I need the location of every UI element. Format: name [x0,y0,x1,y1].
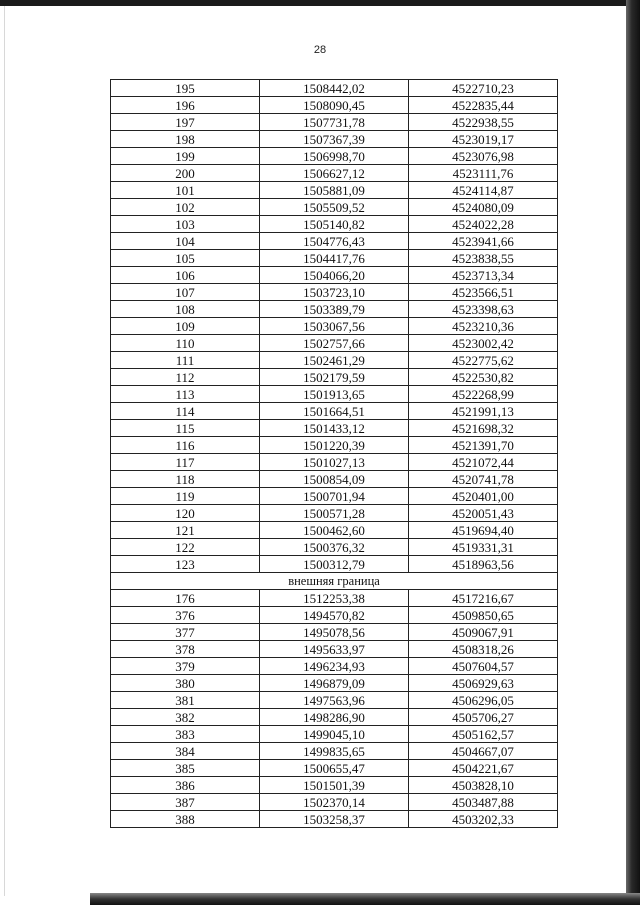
table-row [111,165,558,182]
y-coordinate-cell: 4503487,88 [409,794,558,811]
table-row [111,131,558,148]
y-coordinate-cell: 4506296,05 [409,692,558,709]
point-number-cell: 378 [111,641,260,658]
point-number-cell: 121 [111,522,260,539]
x-coordinate-cell: 1501913,65 [260,386,409,403]
table-row [111,97,558,114]
x-coordinate-cell: 1503389,79 [260,301,409,318]
table-row [111,794,558,811]
point-number-cell: 176 [111,590,260,607]
x-coordinate-cell: 1507731,78 [260,114,409,131]
point-number-cell: 118 [111,471,260,488]
table-row [111,454,558,471]
point-number-cell: 123 [111,556,260,573]
y-coordinate-cell: 4523713,34 [409,267,558,284]
table-row [111,250,558,267]
y-coordinate-cell: 4504667,07 [409,743,558,760]
y-coordinate-cell: 4524022,28 [409,216,558,233]
y-coordinate-cell: 4523076,98 [409,148,558,165]
x-coordinate-cell: 1498286,90 [260,709,409,726]
scan-edge-bottom [90,893,640,905]
x-coordinate-cell: 1501433,12 [260,420,409,437]
y-coordinate-cell: 4520051,43 [409,505,558,522]
point-number-cell: 376 [111,607,260,624]
x-coordinate-cell: 1505140,82 [260,216,409,233]
x-coordinate-cell: 1496234,93 [260,658,409,675]
table-row [111,114,558,131]
table-row [111,505,558,522]
point-number-cell: 112 [111,369,260,386]
x-coordinate-cell: 1501664,51 [260,403,409,420]
table-row [111,199,558,216]
y-coordinate-cell: 4523210,36 [409,318,558,335]
point-number-cell: 106 [111,267,260,284]
table-row [111,471,558,488]
x-coordinate-cell: 1508442,02 [260,80,409,97]
x-coordinate-cell: 1496879,09 [260,675,409,692]
y-coordinate-cell: 4523941,66 [409,233,558,250]
point-number-cell: 122 [111,539,260,556]
y-coordinate-cell: 4524080,09 [409,199,558,216]
y-coordinate-cell: 4509067,91 [409,624,558,641]
section-label: внешняя граница [111,573,558,590]
table-row [111,386,558,403]
y-coordinate-cell: 4522530,82 [409,369,558,386]
table-row [111,556,558,573]
y-coordinate-cell: 4523838,55 [409,250,558,267]
x-coordinate-cell: 1500376,32 [260,539,409,556]
point-number-cell: 115 [111,420,260,437]
point-number-cell: 200 [111,165,260,182]
y-coordinate-cell: 4517216,67 [409,590,558,607]
table-row [111,777,558,794]
x-coordinate-cell: 1504417,76 [260,250,409,267]
table-row [111,675,558,692]
point-number-cell: 385 [111,760,260,777]
x-coordinate-cell: 1499835,65 [260,743,409,760]
y-coordinate-cell: 4508318,26 [409,641,558,658]
x-coordinate-cell: 1502757,66 [260,335,409,352]
x-coordinate-cell: 1495078,56 [260,624,409,641]
y-coordinate-cell: 4522938,55 [409,114,558,131]
y-coordinate-cell: 4503202,33 [409,811,558,828]
point-number-cell: 103 [111,216,260,233]
table-row [111,692,558,709]
y-coordinate-cell: 4523566,51 [409,284,558,301]
coordinates-table [110,79,558,828]
table-row [111,488,558,505]
table-row [111,607,558,624]
point-number-cell: 113 [111,386,260,403]
x-coordinate-cell: 1501501,39 [260,777,409,794]
point-number-cell: 381 [111,692,260,709]
point-number-cell: 101 [111,182,260,199]
point-number-cell: 377 [111,624,260,641]
x-coordinate-cell: 1506627,12 [260,165,409,182]
scan-edge-top [0,0,640,6]
point-number-cell: 195 [111,80,260,97]
y-coordinate-cell: 4522835,44 [409,97,558,114]
table-row [111,437,558,454]
y-coordinate-cell: 4518963,56 [409,556,558,573]
table-row [111,267,558,284]
table-row [111,233,558,250]
point-number-cell: 116 [111,437,260,454]
x-coordinate-cell: 1512253,38 [260,590,409,607]
x-coordinate-cell: 1508090,45 [260,97,409,114]
y-coordinate-cell: 4505162,57 [409,726,558,743]
y-coordinate-cell: 4520741,78 [409,471,558,488]
table-row [111,352,558,369]
point-number-cell: 110 [111,335,260,352]
table-row [111,80,558,97]
point-number-cell: 111 [111,352,260,369]
point-number-cell: 119 [111,488,260,505]
y-coordinate-cell: 4524114,87 [409,182,558,199]
y-coordinate-cell: 4523111,76 [409,165,558,182]
point-number-cell: 109 [111,318,260,335]
x-coordinate-cell: 1501027,13 [260,454,409,471]
table-row [111,284,558,301]
x-coordinate-cell: 1506998,70 [260,148,409,165]
table-row [111,658,558,675]
x-coordinate-cell: 1507367,39 [260,131,409,148]
x-coordinate-cell: 1505881,09 [260,182,409,199]
y-coordinate-cell: 4509850,65 [409,607,558,624]
table-row [111,743,558,760]
point-number-cell: 117 [111,454,260,471]
point-number-cell: 104 [111,233,260,250]
table-row [111,216,558,233]
y-coordinate-cell: 4523019,17 [409,131,558,148]
table-row [111,148,558,165]
y-coordinate-cell: 4519694,40 [409,522,558,539]
point-number-cell: 105 [111,250,260,267]
y-coordinate-cell: 4521991,13 [409,403,558,420]
table-row [111,318,558,335]
point-number-cell: 382 [111,709,260,726]
point-number-cell: 196 [111,97,260,114]
x-coordinate-cell: 1501220,39 [260,437,409,454]
x-coordinate-cell: 1502461,29 [260,352,409,369]
point-number-cell: 388 [111,811,260,828]
y-coordinate-cell: 4521391,70 [409,437,558,454]
point-number-cell: 380 [111,675,260,692]
table-row [111,420,558,437]
x-coordinate-cell: 1497563,96 [260,692,409,709]
point-number-cell: 108 [111,301,260,318]
point-number-cell: 197 [111,114,260,131]
x-coordinate-cell: 1502370,14 [260,794,409,811]
y-coordinate-cell: 4505706,27 [409,709,558,726]
point-number-cell: 198 [111,131,260,148]
x-coordinate-cell: 1504776,43 [260,233,409,250]
y-coordinate-cell: 4521698,32 [409,420,558,437]
x-coordinate-cell: 1495633,97 [260,641,409,658]
y-coordinate-cell: 4523398,63 [409,301,558,318]
point-number-cell: 114 [111,403,260,420]
point-number-cell: 102 [111,199,260,216]
point-number-cell: 386 [111,777,260,794]
x-coordinate-cell: 1502179,59 [260,369,409,386]
y-coordinate-cell: 4522775,62 [409,352,558,369]
point-number-cell: 383 [111,726,260,743]
table-row [111,641,558,658]
x-coordinate-cell: 1500854,09 [260,471,409,488]
point-number-cell: 384 [111,743,260,760]
x-coordinate-cell: 1504066,20 [260,267,409,284]
point-number-cell: 387 [111,794,260,811]
y-coordinate-cell: 4520401,00 [409,488,558,505]
table-row [111,709,558,726]
x-coordinate-cell: 1494570,82 [260,607,409,624]
table-row [111,590,558,607]
table-row [111,301,558,318]
table-row [111,403,558,420]
point-number-cell: 199 [111,148,260,165]
y-coordinate-cell: 4523002,42 [409,335,558,352]
scan-left-line [4,6,5,896]
x-coordinate-cell: 1499045,10 [260,726,409,743]
y-coordinate-cell: 4522710,23 [409,80,558,97]
x-coordinate-cell: 1500312,79 [260,556,409,573]
page-number: 28 [313,44,327,56]
y-coordinate-cell: 4506929,63 [409,675,558,692]
y-coordinate-cell: 4507604,57 [409,658,558,675]
table-row [111,811,558,828]
x-coordinate-cell: 1500571,28 [260,505,409,522]
table-row [111,335,558,352]
point-number-cell: 120 [111,505,260,522]
table-row [111,539,558,556]
coordinates-table-body [111,80,558,828]
x-coordinate-cell: 1500655,47 [260,760,409,777]
table-row [111,726,558,743]
table-row [111,624,558,641]
point-number-cell: 379 [111,658,260,675]
y-coordinate-cell: 4504221,67 [409,760,558,777]
scan-edge-right [626,0,640,905]
table-row [111,182,558,199]
y-coordinate-cell: 4519331,31 [409,539,558,556]
point-number-cell: 107 [111,284,260,301]
y-coordinate-cell: 4521072,44 [409,454,558,471]
table-row [111,369,558,386]
x-coordinate-cell: 1503067,56 [260,318,409,335]
section-row [111,573,558,590]
x-coordinate-cell: 1500701,94 [260,488,409,505]
x-coordinate-cell: 1500462,60 [260,522,409,539]
y-coordinate-cell: 4522268,99 [409,386,558,403]
x-coordinate-cell: 1503723,10 [260,284,409,301]
x-coordinate-cell: 1505509,52 [260,199,409,216]
x-coordinate-cell: 1503258,37 [260,811,409,828]
y-coordinate-cell: 4503828,10 [409,777,558,794]
table-row [111,760,558,777]
table-row [111,522,558,539]
